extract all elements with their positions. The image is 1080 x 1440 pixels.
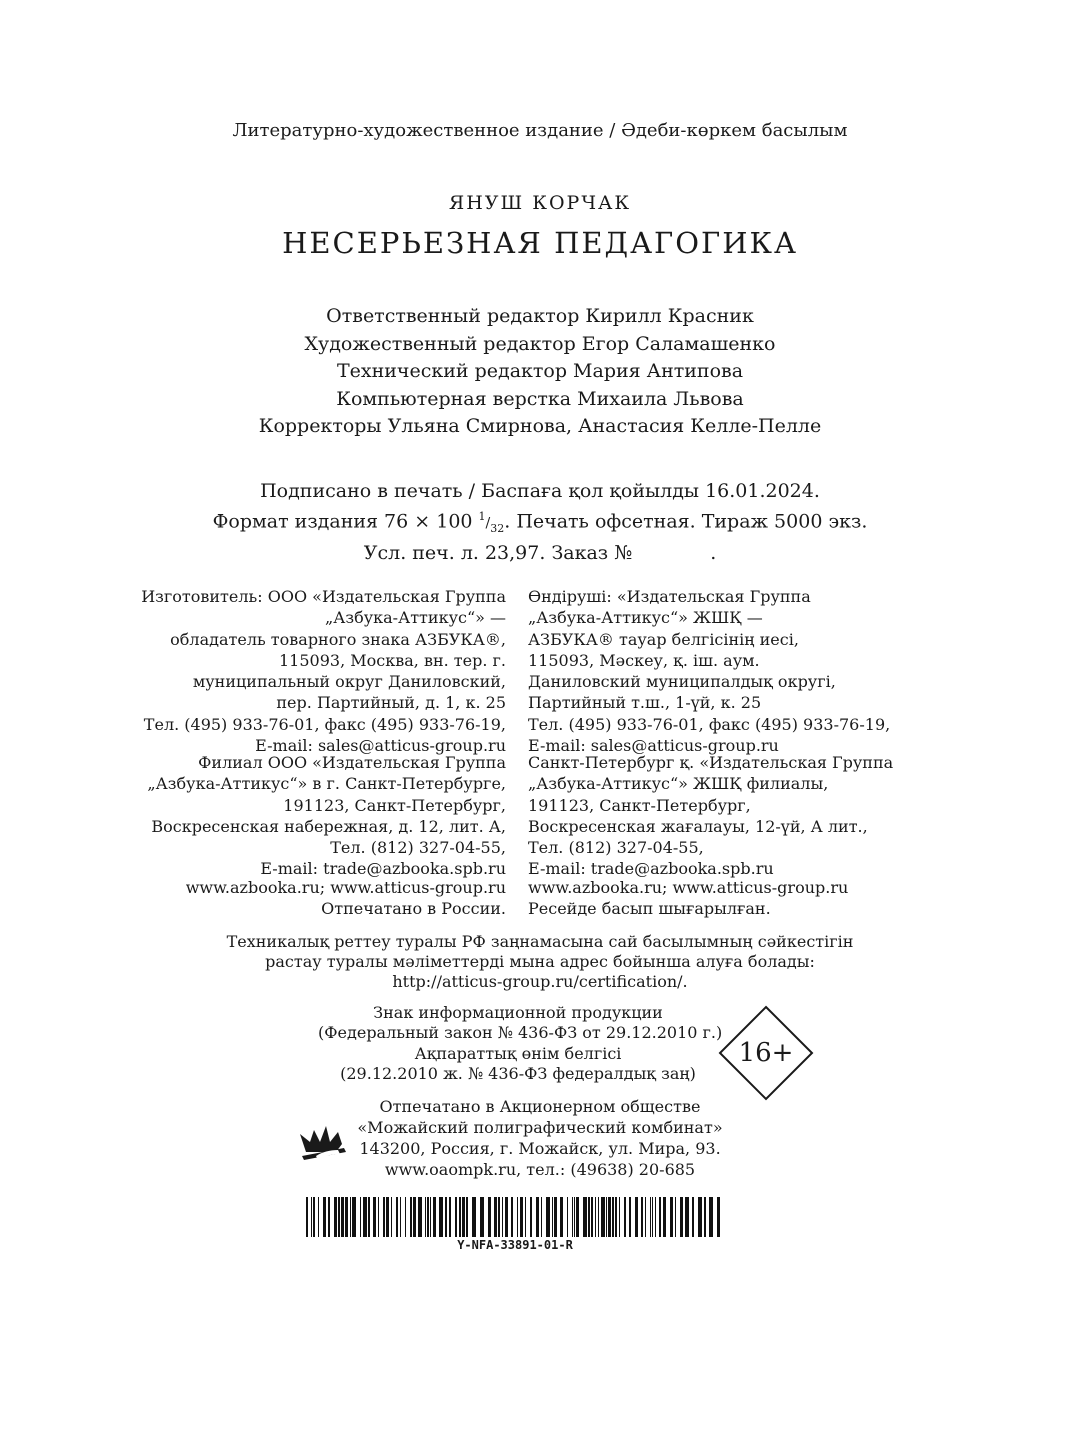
publication-info [0, 479, 1080, 566]
barcode-code: Y-NFA-33891-01-R [457, 1238, 573, 1252]
imprint-line: „Азбука-Аттикус“» в г. Санкт-Петербурге, [147, 774, 506, 794]
barcode-bar [601, 1197, 605, 1237]
age-rating-badge [718, 1005, 814, 1101]
imprint-line: обладатель товарного знака АЗБУКА®, [170, 629, 506, 649]
printer-line: 143200, Россия, г. Можайск, ул. Мира, 93. [359, 1139, 721, 1158]
barcode-bar [517, 1197, 518, 1237]
barcode-bar [612, 1197, 614, 1237]
barcode-bar [488, 1197, 491, 1237]
barcode-bar [306, 1197, 308, 1237]
imprint-line: Тел. (495) 933-76-01, факс (495) 933-76-19, [528, 714, 891, 734]
barcode-bar [574, 1197, 575, 1237]
barcode-bar [350, 1197, 351, 1237]
imprint-line: 115093, Москва, вн. тер. г. [279, 650, 506, 670]
format-suffix: . Печать офсетная. Тираж 5000 экз. [504, 510, 868, 533]
printer-line: www.oaompk.ru, тел.: (49638) 20-685 [384, 1160, 696, 1179]
author-name: ЯНУШ КОРЧАК [448, 192, 632, 214]
barcode-bar [378, 1197, 379, 1237]
barcode-bar [595, 1197, 596, 1237]
order-prefix: Усл. печ. л. 23,97. Заказ № [363, 542, 633, 565]
imprint-line: Санкт-Петербург қ. «Издательская Группа [528, 753, 894, 772]
barcode-bar [675, 1197, 676, 1237]
barcode-bar [530, 1197, 532, 1237]
barcode-bar [345, 1197, 348, 1237]
barcode-bar [588, 1197, 590, 1237]
imprint-line: „Азбука-Аттикус“» ЖШҚ — [528, 608, 763, 628]
barcode-icon [306, 1197, 724, 1237]
manufacturer-ru [141, 586, 506, 756]
barcode-bar [624, 1197, 626, 1237]
barcode-bar [413, 1197, 416, 1237]
barcode-bar [368, 1197, 370, 1237]
barcode-bar [313, 1197, 315, 1237]
barcode-bar [462, 1197, 465, 1237]
barcode-bar [405, 1197, 406, 1237]
barcode-bar [598, 1197, 599, 1237]
imprint-line: E-mail: sales@atticus-group.ru [255, 736, 506, 756]
certification-line: растау туралы мәліметтерді мына адрес бойынша алуға болады: [265, 952, 815, 971]
series-line: Литературно-художественное издание / Әдеби-көркем басылым [232, 120, 848, 141]
web-kz [528, 877, 848, 920]
format-denominator: 32 [490, 522, 505, 536]
barcode-bar [386, 1197, 389, 1237]
barcode-bar [704, 1197, 706, 1237]
barcode-bar [536, 1197, 539, 1237]
imprint-line: Тел. (495) 933-76-01, факс (495) 933-76-19, [143, 714, 506, 734]
rating-line: Знак информационной продукции [373, 1003, 663, 1022]
barcode-bar [360, 1197, 361, 1237]
credit-line: Ответственный редактор Кирилл Красник [326, 305, 754, 327]
barcode-bar [692, 1197, 694, 1237]
barcode-bar [455, 1197, 457, 1237]
imprint-line: Отпечатано в России. [321, 899, 506, 919]
imprint-line: Воскресенская набережная, д. 12, лит. А, [151, 816, 506, 836]
barcode-bar [341, 1197, 344, 1237]
barcode-bar [445, 1197, 447, 1237]
barcode-bar [606, 1197, 607, 1237]
barcode-bar [641, 1197, 643, 1237]
barcode-bar [439, 1197, 443, 1237]
imprint-line: Филиал ООО «Издательская Группа [198, 753, 506, 772]
barcode-bar [546, 1197, 550, 1237]
barcode-bar [525, 1197, 526, 1237]
barcode-bar [541, 1197, 542, 1237]
barcode-bar [511, 1197, 513, 1237]
barcode-bar [498, 1197, 500, 1237]
imprint-line: Тел. (812) 327-04-55, [330, 838, 506, 858]
barcode-bar [430, 1197, 431, 1237]
barcode-bar [567, 1197, 568, 1237]
credit-line: Корректоры Ульяна Смирнова, Анастасия Келле-Пелле [258, 415, 822, 437]
certification-note [0, 932, 1080, 992]
barcode-bar [652, 1197, 653, 1237]
barcode-bar [328, 1197, 330, 1237]
age-rating-text [318, 1003, 723, 1084]
barcode-bar [560, 1197, 563, 1237]
barcode-bar [352, 1197, 356, 1237]
branch-ru [147, 752, 506, 880]
barcode-bar [396, 1197, 398, 1237]
imprint-line: Воскресенская жағалауы, 12-үй, А лит., [528, 816, 868, 836]
credits [0, 303, 1080, 441]
credit-line: Художественный редактор Егор Саламашенко [304, 332, 776, 355]
imprint-line: 115093, Мәскеу, қ. іш. аум. [528, 650, 760, 670]
printer-info [340, 1096, 740, 1180]
imprint-line: Өндіруші: «Издательская Группа [528, 587, 811, 606]
order-line [0, 541, 1080, 566]
barcode-bar [645, 1197, 646, 1237]
barcode-bar [383, 1197, 385, 1237]
imprint-line: E-mail: trade@azbooka.spb.ru [260, 859, 506, 879]
imprint-line: „Азбука-Аттикус“» ЖШҚ филиалы, [528, 774, 829, 794]
barcode-bar [698, 1197, 702, 1237]
barcode-bar [576, 1197, 579, 1237]
book-title: НЕСЕРЬЕЗНАЯ ПЕДАГОГИКА [282, 226, 798, 260]
rating-line: Ақпараттық өнім белгісі [414, 1043, 622, 1063]
printer-line: Отпечатано в Акционерном обществе [379, 1097, 701, 1116]
credit-line: Компьютерная верстка Михаила Львова [336, 387, 744, 410]
barcode-bar [572, 1197, 573, 1237]
barcode-bar [459, 1197, 461, 1237]
barcode-bar [400, 1197, 401, 1237]
format-prefix: Формат издания 76 × 100 [212, 510, 479, 533]
imprint-line: 191123, Санкт-Петербург, [283, 795, 506, 815]
barcode-bar [449, 1197, 451, 1237]
barcode-bar [410, 1197, 412, 1237]
barcode-bar [318, 1197, 319, 1237]
barcode-bar [659, 1197, 661, 1237]
barcode-bar [635, 1197, 638, 1237]
signed-line: Подписано в печать / Баспаға қол қойылды 16.01.2024. [260, 480, 820, 502]
barcode-bar [650, 1197, 651, 1237]
imprint-line: E-mail: trade@azbooka.spb.ru [528, 859, 774, 879]
rating-label: 16+ [738, 1038, 794, 1068]
imprint-line: www.azbooka.ru; www.atticus-group.ru [185, 878, 506, 897]
imprint-line: Даниловский муниципалдық округі, [528, 672, 836, 692]
barcode-bar [363, 1197, 367, 1237]
barcode-bar [466, 1197, 468, 1237]
rating-line: (29.12.2010 ж. № 436-ФЗ федералдық заң) [340, 1063, 696, 1083]
barcode-bar [655, 1197, 656, 1237]
barcode-bar [554, 1197, 557, 1237]
printer-line: «Можайский полиграфический комбинат» [357, 1118, 723, 1137]
barcode-bar [334, 1197, 337, 1237]
barcode-bar [505, 1197, 508, 1237]
barcode-bar [391, 1197, 392, 1237]
barcode-bar [373, 1197, 376, 1237]
barcode-bar [591, 1197, 593, 1237]
barcode-bar [629, 1197, 631, 1237]
barcode-bar [709, 1197, 713, 1237]
barcode-bar [619, 1197, 620, 1237]
imprint-line: www.azbooka.ru; www.atticus-group.ru [528, 878, 849, 897]
order-suffix: . [710, 542, 717, 565]
barcode-bar [311, 1197, 312, 1237]
imprint-line: АЗБУКА® тауар белгісінің иесі, [528, 629, 799, 649]
barcode-bar [494, 1197, 497, 1237]
manufacturer-kz [528, 586, 890, 756]
imprint-line: Тел. (812) 327-04-55, [528, 838, 704, 858]
barcode-bar [520, 1197, 523, 1237]
imprint-line: „Азбука-Аттикус“» — [324, 608, 506, 628]
web-ru [186, 877, 506, 920]
barcode-bar [425, 1197, 426, 1237]
barcode-bar [480, 1197, 484, 1237]
imprint-line: муниципальный округ Даниловский, [192, 672, 506, 692]
credit-line: Технический редактор Мария Антипова [336, 360, 744, 382]
barcode-bar [608, 1197, 611, 1237]
barcode-bar [433, 1197, 436, 1237]
barcode-bar [670, 1197, 673, 1237]
barcode-bar [552, 1197, 553, 1237]
barcode-bar [418, 1197, 422, 1237]
barcode-bar [680, 1197, 683, 1237]
imprint-line: Ресейде басып шығарылған. [528, 899, 771, 919]
branch-kz [528, 752, 893, 880]
imprint-line: 191123, Санкт-Петербург, [528, 795, 751, 815]
barcode-bar [323, 1197, 326, 1237]
barcode-bar [717, 1197, 720, 1237]
barcode-bar [583, 1197, 587, 1237]
format-line: Формат издания 76 × 100 $^1/_{32}$. Печать офсетная. Тираж 5000 экз. [212, 510, 868, 536]
rating-line: (Федеральный закон № 436-ФЗ от 29.12.2010 г.) [318, 1023, 723, 1043]
barcode-bar [502, 1197, 503, 1237]
format-numerator: 1 [478, 510, 486, 523]
barcode-bar [685, 1197, 689, 1237]
barcode-bar [472, 1197, 476, 1237]
certification-line: Техникалық реттеу туралы РФ заңнамасына сай басылымның сәйкестігін [226, 932, 854, 951]
imprint-line: пер. Партийный, д. 1, к. 25 [276, 693, 506, 713]
barcode-bar [338, 1197, 340, 1237]
imprint-line: E-mail: sales@atticus-group.ru [528, 736, 779, 756]
barcode-bar [663, 1197, 666, 1237]
imprint-line: Партийный т.ш., 1-үй, к. 25 [528, 693, 762, 713]
barcode-bar [427, 1197, 429, 1237]
certification-url: http://atticus-group.ru/certification/. [392, 972, 688, 991]
barcode-bar [615, 1197, 617, 1237]
imprint-line: Изготовитель: ООО «Издательская Группа [141, 587, 506, 606]
